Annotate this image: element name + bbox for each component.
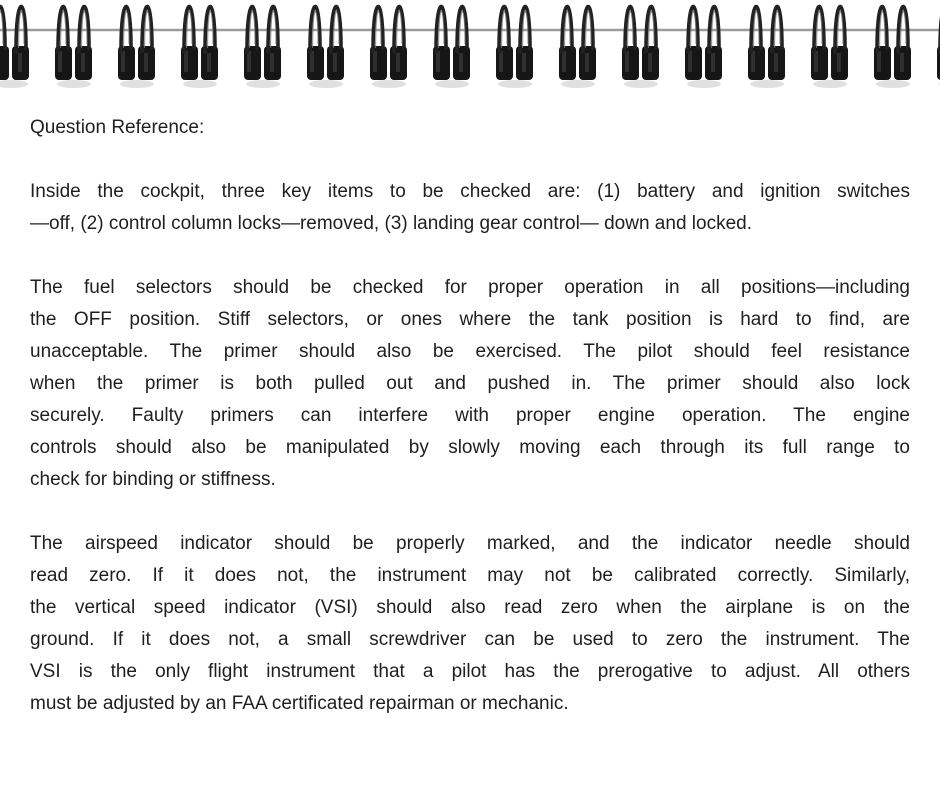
text-line: ground. If it does not, a small screwdriver can be used to zero the instrument. The xyxy=(30,629,910,650)
text-line: VSI is the only flight instrument that a pilot has the prerogative to adjust. All others xyxy=(30,661,910,682)
spiral-binding-graphic xyxy=(0,0,940,100)
paragraph-cockpit-items xyxy=(30,176,910,240)
text-line: —off, (2) control column locks—removed, (3) landing gear control— down and locked. xyxy=(30,213,752,234)
question-reference-document xyxy=(0,100,940,720)
text-line: controls should also be manipulated by slowly moving each through its full range to xyxy=(30,437,910,458)
text-line: read zero. If it does not, the instrument may not be calibrated correctly. Similarly, xyxy=(30,565,910,586)
text-line: the vertical speed indicator (VSI) should also read zero when the airplane is on the xyxy=(30,597,910,618)
text-line: check for binding or stiffness. xyxy=(30,469,276,490)
text-line: Inside the cockpit, three key items to be checked are: (1) battery and ignition switches xyxy=(30,181,910,202)
paragraph-fuel-selectors xyxy=(30,272,910,496)
text-line: The fuel selectors should be checked for proper operation in all positions—including xyxy=(30,277,910,298)
text-line: The airspeed indicator should be properly marked, and the indicator needle should xyxy=(30,533,910,554)
text-line: securely. Faulty primers can interfere with proper engine operation. The engine xyxy=(30,405,910,426)
text-line: unacceptable. The primer should also be exercised. The pilot should feel resistance xyxy=(30,341,910,362)
paragraph-airspeed-indicator xyxy=(30,528,910,720)
document-heading: Question Reference: xyxy=(30,117,205,138)
text-line: the OFF position. Stiff selectors, or ones where the tank position is hard to find, are xyxy=(30,309,910,330)
text-line: must be adjusted by an FAA certificated repairman or mechanic. xyxy=(30,693,569,714)
text-line: when the primer is both pulled out and pushed in. The primer should also lock xyxy=(30,373,910,394)
